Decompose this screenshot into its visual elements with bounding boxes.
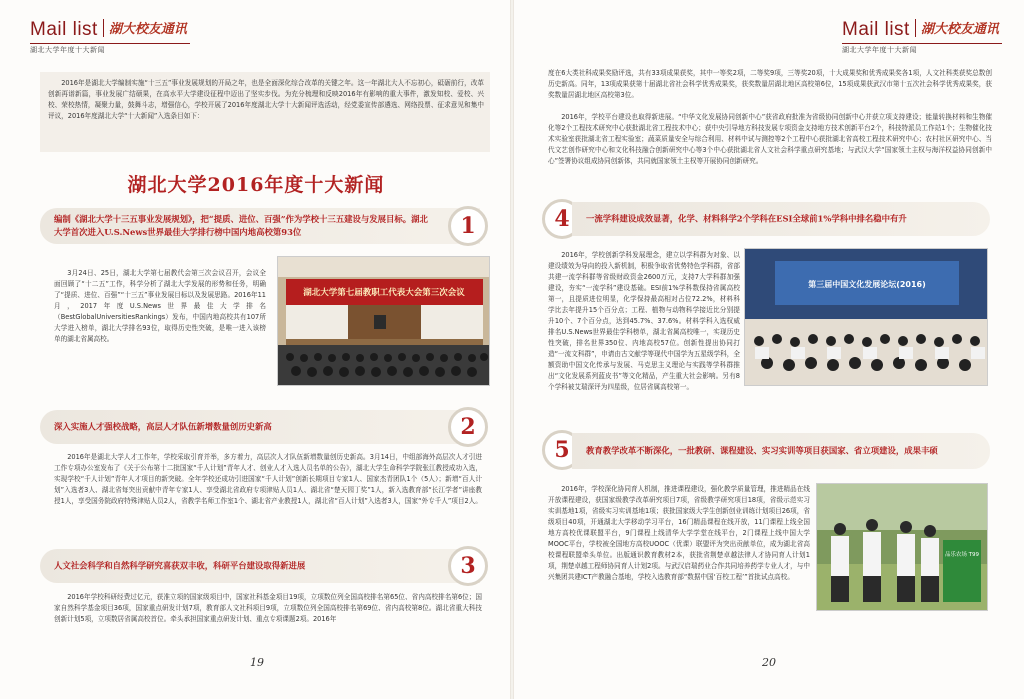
news-heading-band xyxy=(40,549,480,583)
news-heading-band xyxy=(572,202,990,236)
right-page xyxy=(512,0,1024,699)
page-number: 20 xyxy=(762,656,776,669)
news-body: 3月24日、25日，湖北大学第七届教代会第三次会议召开，会议全面回顾了“十二五”工作，科学分析了湖北大学发展的形势和任务，明确了“提质、进位、百强”“十三五”事业发展目标以及发展思路。2016年11月，2017年度U.S.News世界最佳大学排名（BestGlobalUniversitiesRankings）发布，中国内地高校共有107所大学进入榜单，湖北大学排名93位，取得历史性突破，是唯一进入该榜单的湖北省属高校。 xyxy=(54,269,266,343)
news-body: 2016年，学校深化协同育人机制，推进课程建设，强化教学质量管理，推进精品在线开放课程建设，获国家级教学改革研究项目7项，省级教学研究项目18项，省级示范实习实训基地1项，省级实习实训基地1项；获批国家级大学生创新创业训练计划项目26项，省级项目40项，开通湖北大学移动学习平台，16门精品课程在线开放，11门课程上线全国地方高校优课联盟平台，9门课程上线清华大学学堂在线平台，2门课程上线中国大学MOOC平台，学校被全国地方高校UOOC（优课）联盟评为突出贡献单位，成为湖北省高校课程联盟牵头单位。出版通识教育教材2本，获批省荆楚卓越法律人才协同育人计划1项，荆楚卓越工程师协同育人计划2项。与武汉启瑞药业合作共同培养药学专业人才，与中兴集团共建ICT产教融合基地，学校入选教育部“数据中国‘百校工程’”首批试点高校。 xyxy=(548,485,810,581)
intro-text: 2016年是湖北大学编制实施“十三五”事业发展规划的开局之年，也是全面深化综合改革的关键之年。这一年湖北大人不忘初心，砥砺前行，改革创新再谱新篇，事业发展广结硕果，在高水平大学建设征程中迈出了坚实步伐。为充分梳理和反映2016年有影响的重大事件，激发知校、爱校、兴校、荣校热情，凝聚力量，鼓舞斗志，增强信心，学校开展了2016年度湖北大学十大新闻评选活动，经党委宣传部遴选、网络投票、征求意见和集中评议，2016年度湖北大学“十大新闻”入选条目如下： xyxy=(48,79,484,120)
page-number: 19 xyxy=(250,656,264,669)
masthead-title: Mail list xyxy=(842,19,910,40)
news-number: 3 xyxy=(448,546,488,586)
news-heading: 一流学科建设成效显著，化学、材料科学2个学科在ESI全球前1%学科中排名稳中有升 xyxy=(586,213,907,224)
masthead-brand: 湖大校友通讯 xyxy=(108,22,187,37)
continued-text: 2016年，学校平台建设也取得新进展。“中华文化发展协同创新中心”获省政府批准为省级协同创新中心并获立项支持建设；能量转换材料和生物催化等2个工程技术研究中心获批湖北省工程技术中心；获中央引导地方科技发展专项资金支持地方技术创新平台2个，科技特派员工作站1个；生物催化技术实验室获批湖北省工程实验室；蔬菜质量安全与综合利用、材料中试与测控等2个工程中心获批湖北省高校工程技术研究中心；农村社区研究中心、当代文艺创作研究中心和文化科技融合创新研究中心等3个中心获批湖北省人文社会科学重点研究基地；与武汉大学“国家领土主权与海洋权益协同创新中心”签署协议组成协同创新体，共同就国家领土主权等开展协同创新研究。 xyxy=(548,113,992,165)
masthead-right xyxy=(842,18,1002,52)
photo-banner: 第三届中国文化发展论坛(2016) xyxy=(808,280,926,289)
news-number: 5 xyxy=(542,430,582,470)
news-number: 4 xyxy=(542,199,582,239)
page-title: 湖北大学2016年度十大新闻 xyxy=(127,174,385,196)
news-heading: 深入实施人才强校战略，高层人才队伍新增数量创历史新高 xyxy=(54,421,272,432)
news-number: 1 xyxy=(448,206,488,246)
masthead-brand: 湖大校友通讯 xyxy=(920,22,999,37)
news-body: 2016年是湖北大学人才工作年，学校采取引育并举，多方着力，高层次人才队伍新增数量创历史新高。3月14日，中组部海外高层次人才引进工作专项办公室发布了《关于公布第十二批国家“千人计划”青年人才、创业人才入选人员名单的公告》，湖北大学生命科学学院张江教授成功入选，实现学校“千人计划”青年人才项目的新突破。全年学校还成功引进国家“千人计划”创新长期项目专家1人、国家杰青团队1个（5人）；新增“百人计划”入选者3人、湖北省每突出贡献中青年专家1人、享受湖北省政府专项津贴人员1人、湖北省“楚天园丁奖”1人，新入选教育部“长江学者”讲座教授1人，享受国务院政府特殊津贴人员2人，省教学名师工作室1个、湖北省产业教授1人，湖北省“百人计划”入选者3人，国家“外专千人”项目2人。 xyxy=(54,453,482,505)
news-heading: 人文社会科学和自然科学研究喜获双丰收，科研平台建设取得新进展 xyxy=(54,560,306,571)
news-body: 2016年，学校创新学科发展理念，建立以学科群为对象、以建设绩效为导向的投入新机制，积极争取省优势特色学科群，省部共建一流学科群等省级财政资金2600万元，支持7大学科群加强建设，夯实“一流学科”建设基础。ESI前1%学科数保持省属高校第一，且提质进位明显，化学保持最高相对占位72.2%，材料科学比去年提升15个百分点；工程、植物与动物科学接近比分别提升10个、7个百分点，达到45.7%、37.6%。材料学科入选权威排名U.S.News世界最佳学科榜单，湖北省属高校唯一，实现历史性突破，排名世界350位、内地高校57位。创新性提出协同打造“一流文科群”，申请由古文献学等现代中国学为五星级学科，全额资助中国文化传承与发展、马克思主义理论与实践等学科群推出“文化发展系列蓝皮书”等文化精品，产生重大社会影响。另有8个学科被艾瑞深评为四星级，位居省属高校第一。 xyxy=(548,251,740,391)
masthead-subtitle: 湖北大学年度十大新闻 xyxy=(842,46,917,54)
photo-banner: 湖北大学第七届教职工代表大会第三次会议 xyxy=(303,288,465,298)
news-number: 2 xyxy=(448,407,488,447)
news-heading: 编制《湖北大学十三五事业发展规划》，把“提质、进位、百强”作为学校十三五建设与发展目标。湖北大学首次进入U.S.News世界最佳大学排行榜中国内地高校第93位 xyxy=(54,214,428,237)
congress-photo xyxy=(277,256,490,386)
masthead-title: Mail list xyxy=(30,19,98,40)
continued-text: 度在6大类社科成果奖励评选，共有33项成果获奖，其中一等奖2项，二等奖9项，三等奖20项，十大成果奖和优秀成果奖各1项，人文社科类获奖总数创历史新高。同年，13项成果获第十届湖北省社会科学优秀成果奖，获奖数量居湖北地区高校第6位，15项成果获武汉市第十五次社会科学优秀成果奖，获奖数量居湖北地区高校第3位。 xyxy=(548,69,992,99)
forum-photo xyxy=(744,248,988,386)
news-heading-band xyxy=(572,433,990,469)
news-heading-band xyxy=(40,410,480,444)
field-sign: 品乐农场 T99 xyxy=(944,552,980,558)
masthead-left xyxy=(30,18,190,52)
masthead-subtitle: 湖北大学年度十大新闻 xyxy=(30,46,105,54)
news-heading: 教育教学改革不断深化，一批教研、课程建设、实习实训等项目获国家、省立项建设，成果丰硕 xyxy=(586,445,938,456)
news-body: 2016年学校科研经费过亿元，获准立项的国家级项目中，国家社科基金项目19项，立项数位列全国高校排名第65位、省内高校排名第6位；国家自然科学基金项目36项，国家重点研发计划7项，教育部人文社科项目9项，立项数位列全国高校排名第69位、省内高校第8位。湖北省重大科技创新计划5项，立项数居省属高校首位。牵头承担国家重点研发计划、重点专项课题2项。2016年 xyxy=(54,593,482,623)
news-heading-band xyxy=(40,208,480,244)
field-visit-photo xyxy=(816,483,988,611)
